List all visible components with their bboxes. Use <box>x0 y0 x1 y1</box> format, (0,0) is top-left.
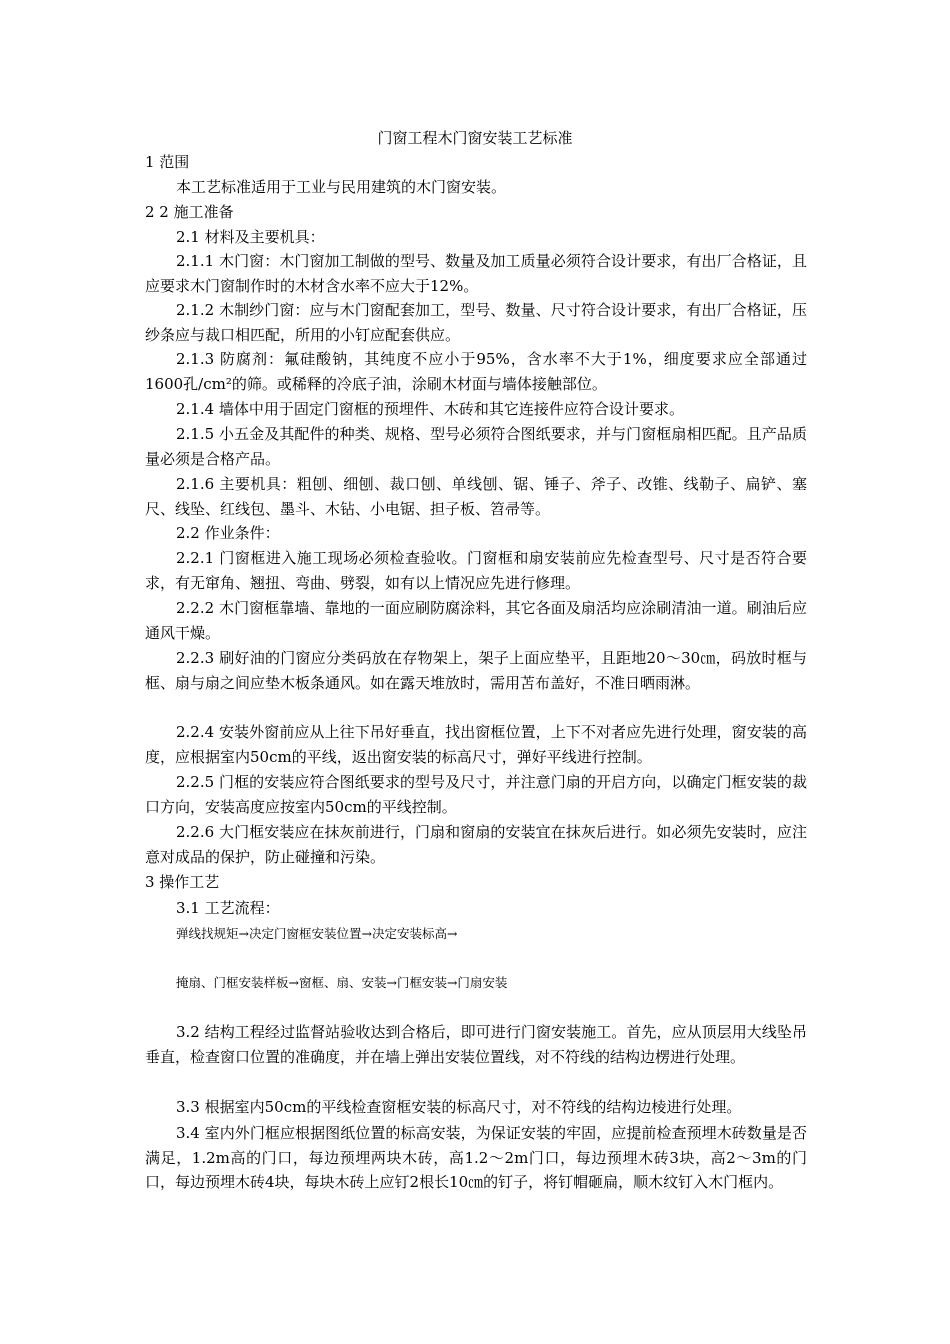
process-flow-line: 弹线找规矩→决定门窗框安装位置→决定安装标高→ <box>176 926 458 941</box>
paragraph: 2.2.1 门窗框进入施工现场必须检查验收。门窗框和扇安装前应先检查型号、尺寸是否符合要求，有无窜角、翘扭、弯曲、劈裂，如有以上情况应先进行修理。 <box>145 549 807 592</box>
paragraph: 2.1.2 木制纱门窗：应与木门窗配套加工，型号、数量、尺寸符合设计要求，有出厂合格证，压纱条应与裁口相匹配，所用的小钉应配套供应。 <box>145 301 807 344</box>
document-title: 门窗工程木门窗安装工艺标准 <box>377 129 573 147</box>
paragraph: 2.1 材料及主要机具： <box>176 228 325 246</box>
paragraph: 2.1.6 主要机具：粗刨、细刨、裁口刨、单线刨、锯、锤子、斧子、改锥、线勒子、扁铲、塞尺、线坠、红线包、墨斗、木钻、小电锯、担子板、笤帚等。 <box>145 475 807 518</box>
paragraph: 2.1.3 防腐剂：氟硅酸钠，其纯度不应小于95%，含水率不大于1%，细度要求应全部通过1600孔/cm²的筛。或稀释的冷底子油，涂刷木材面与墙体接触部位。 <box>145 350 807 393</box>
paragraph: 本工艺标准适用于工业与民用建筑的木门窗安装。 <box>176 178 507 196</box>
section-heading-1: 1 范围 <box>145 153 190 171</box>
paragraph: 2.2.5 门框的安装应符合图纸要求的型号及尺寸，并注意门扇的开启方向，以确定门框安装的裁口方向，安装高度应按室内50cm的平线控制。 <box>145 773 807 816</box>
paragraph: 3.1 工艺流程： <box>176 899 280 917</box>
paragraph: 2.2.6 大门框安装应在抹灰前进行，门扇和窗扇的安装宜在抹灰后进行。如必须先安装时，应注意对成品的保护，防止碰撞和污染。 <box>145 823 807 866</box>
section-heading-3: 3 操作工艺 <box>145 873 220 891</box>
paragraph: 3.2 结构工程经过监督站验收达到合格后，即可进行门窗安装施工。首先，应从顶层用大线坠吊垂直，检查窗口位置的准确度，并在墙上弹出安装位置线，对不符线的结构边楞进行处理。 <box>145 1023 807 1066</box>
paragraph: 2.2 作业条件： <box>176 524 280 542</box>
paragraph: 2.1.5 小五金及其配件的种类、规格、型号必须符合图纸要求，并与门窗框扇相匹配。且产品质量必须是合格产品。 <box>145 425 807 468</box>
paragraph: 2.2.4 安装外窗前应从上往下吊好垂直，找出窗框位置，上下不对者应先进行处理，窗安装的高度，应根据室内50cm的平线，返出窗安装的标高尺寸，弹好平线进行控制。 <box>145 723 807 766</box>
paragraph: 2.1.1 木门窗：木门窗加工制做的型号、数量及加工质量必须符合设计要求，有出厂合格证，且应要求木门窗制作时的木材含水率不应大于12%。 <box>145 252 807 295</box>
paragraph: 3.4 室内外门框应根据图纸位置的标高安装，为保证安装的牢固，应提前检查预埋木砖数量是否满足，1.2m高的门口，每边预埋两块木砖，高1.2～2m门口，每边预埋木砖3块，高2～3m的门口，每边预埋木砖4块，每块木砖上应钉2根长10㎝的钉子，将钉帽砸扁，顺木纹钉入木门框内。 <box>145 1124 807 1191</box>
paragraph: 2.2.3 刷好油的门窗应分类码放在存物架上，架子上面应垫平，且距地20～30㎝，码放时框与框、扇与扇之间应垫木板条通风。如在露天堆放时，需用苫布盖好，不准日晒雨淋。 <box>145 649 807 692</box>
paragraph: 3.3 根据室内50cm的平线检查窗框安装的标高尺寸，对不符线的结构边棱进行处理。 <box>176 1098 742 1116</box>
section-heading-2: 2 2 施工准备 <box>145 203 234 221</box>
paragraph: 2.1.4 墙体中用于固定门窗框的预埋件、木砖和其它连接件应符合设计要求。 <box>176 400 684 418</box>
process-flow-line: 掩扇、门框安装样板→窗框、扇、安装→门框安装→门扇安装 <box>176 975 508 990</box>
paragraph: 2.2.2 木门窗框靠墙、靠地的一面应刷防腐涂料，其它各面及扇活均应涂刷清油一道。刷油后应通风干燥。 <box>145 599 807 642</box>
